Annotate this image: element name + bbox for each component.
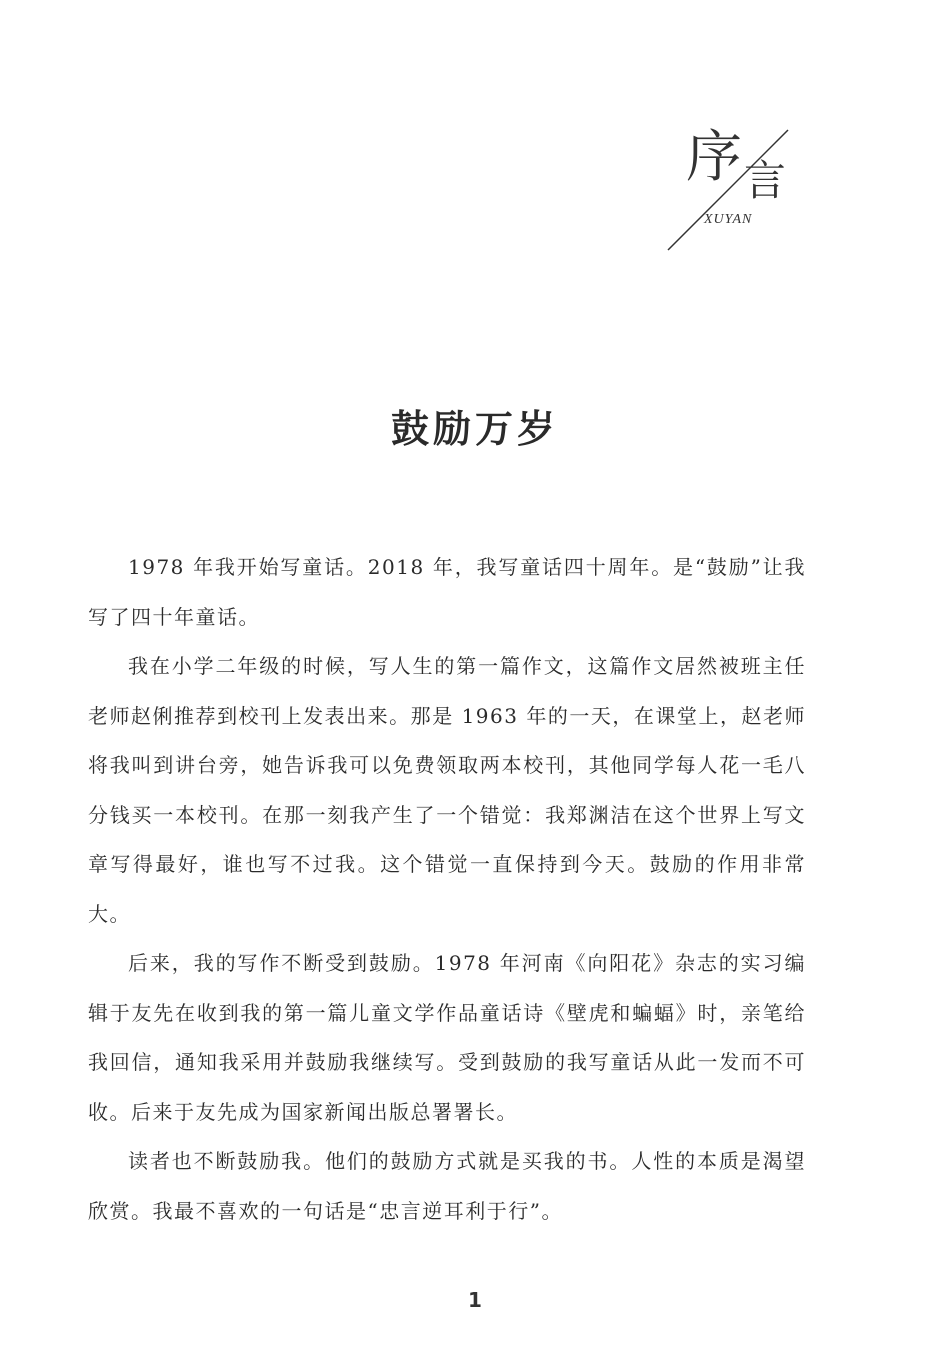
paragraph: 读者也不断鼓励我。他们的鼓励方式就是买我的书。人性的本质是渴望欣赏。我最不喜欢的一句话是“忠言逆耳利于行”。 xyxy=(88,1149,806,1223)
section-heading-char-large: 序 xyxy=(686,125,742,190)
chapter-title: 鼓励万岁 xyxy=(390,407,559,451)
paragraph: 1978 年我开始写童话。2018 年，我写童话四十周年。是“鼓励”让我写了四十年童话。 xyxy=(88,555,806,629)
page-number: 1 xyxy=(468,1288,482,1312)
section-heading-latin: XUYAN xyxy=(704,212,753,227)
paragraph: 我在小学二年级的时候，写人生的第一篇作文，这篇作文居然被班主任老师赵俐推荐到校刊上发表出来。那是 1963 年的一天，在课堂上，赵老师将我叫到讲台旁，她告诉我可以免费领取两本校刊，其他同学每人花一毛八分钱买一本校刊。在那一刻我产生了一个错觉：我郑渊洁在这个世界上写文章写得最好，谁也写不过我。这个错觉一直保持到今天。鼓励的作用非常大。 xyxy=(88,654,806,926)
paragraph: 后来，我的写作不断受到鼓励。1978 年河南《向阳花》杂志的实习编辑于友先在收到我的第一篇儿童文学作品童话诗《壁虎和蝙蝠》时，亲笔给我回信，通知我采用并鼓励我继续写。受到鼓励的我写童话从此一发而不可收。后来于友先成为国家新闻出版总署署长。 xyxy=(88,951,806,1124)
body-text xyxy=(88,543,806,1236)
section-heading-mark xyxy=(660,120,820,260)
section-heading-char-small: 言 xyxy=(744,156,787,205)
